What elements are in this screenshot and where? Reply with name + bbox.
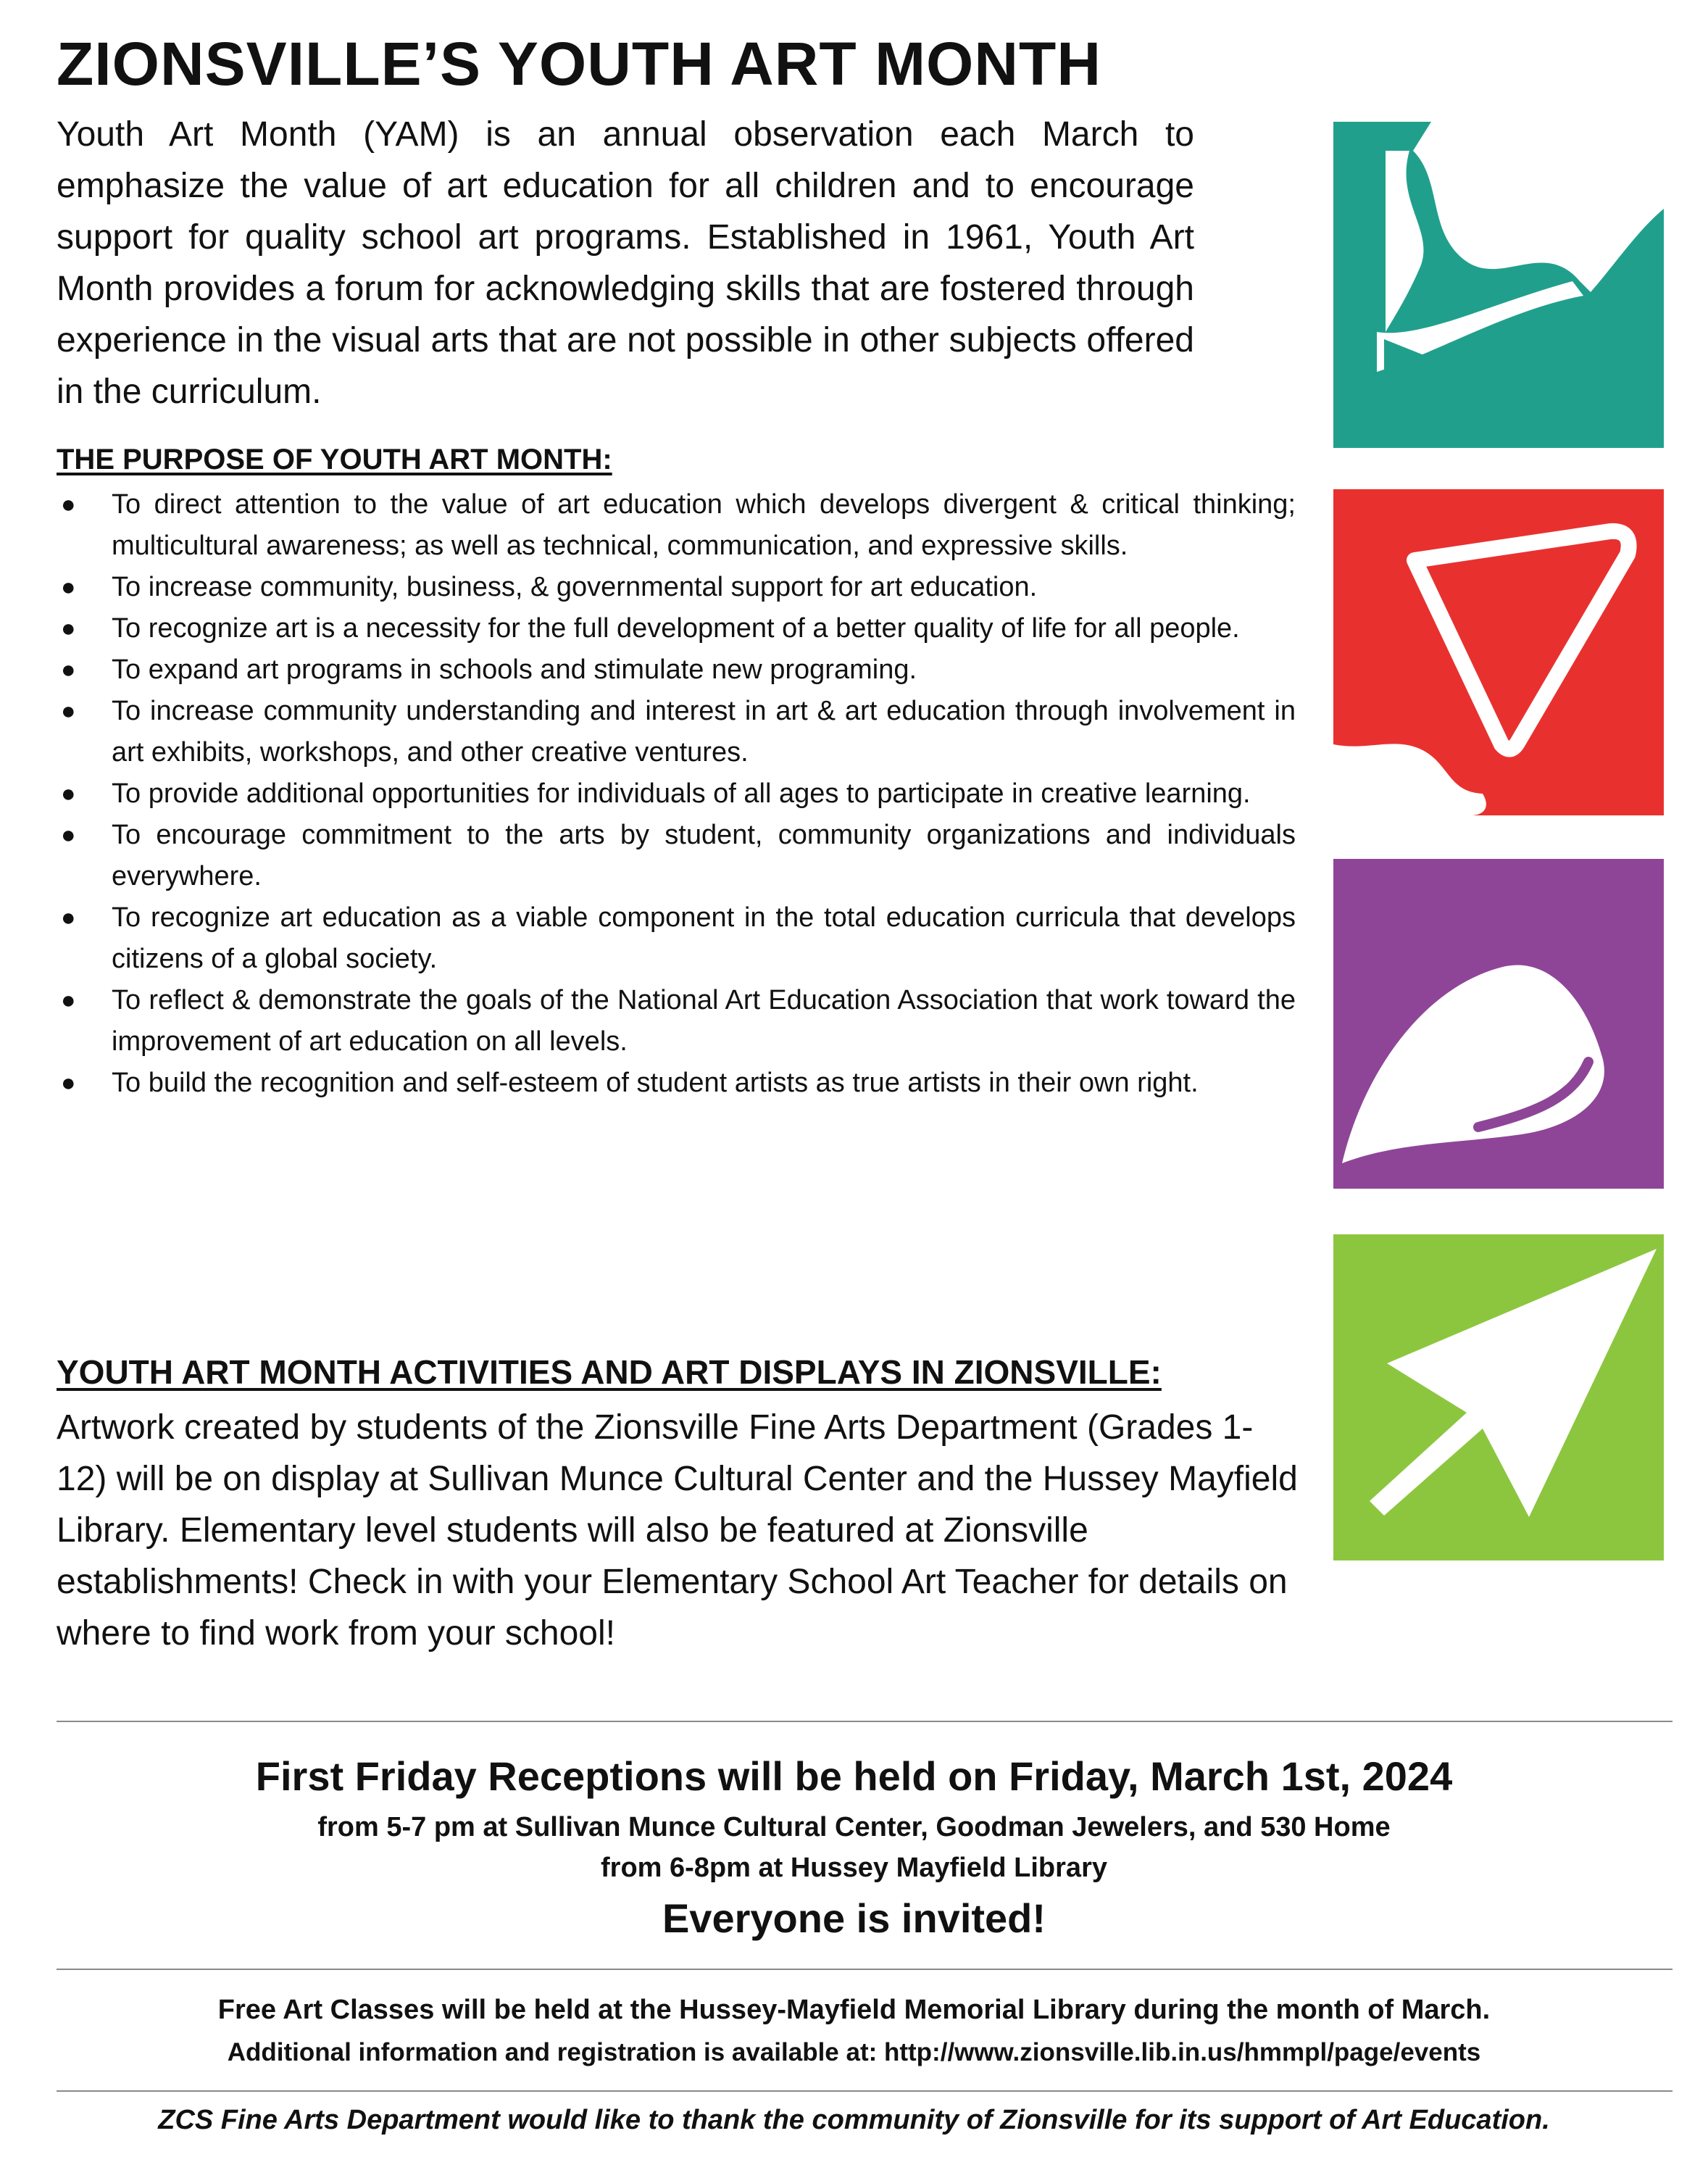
divider [57, 2090, 1672, 2092]
bullet-icon: ● [61, 656, 76, 683]
divider [57, 1969, 1672, 1970]
list-item-text: To expand art programs in schools and stimulate new programing. [112, 654, 917, 685]
teal-quill-icon [1333, 122, 1664, 448]
bullet-icon: ● [61, 780, 76, 807]
red-brush-icon [1333, 489, 1664, 815]
teal-shape [1333, 122, 1664, 448]
list-item [57, 773, 1296, 815]
list-item [57, 691, 1296, 773]
list-item-text: To recognize art education as a viable component in the total education curricula that develops citizens of a global society. [112, 902, 1296, 974]
list-item [57, 567, 1296, 608]
list-item [57, 649, 1296, 691]
divider [57, 1721, 1672, 1722]
list-item [57, 484, 1296, 567]
list-item-text: To build the recognition and self-esteem of student artists as true artists in their own right. [112, 1068, 1199, 1098]
list-item-text: To encourage commitment to the arts by student, community organizations and individuals everywhere. [112, 820, 1296, 892]
bullet-icon: ● [61, 1069, 76, 1097]
bullet-icon: ● [61, 697, 76, 725]
classes-registration-line: Additional information and registration is available at: http://www.zionsville.lib.in.us/hmmpl/page/events [227, 2038, 1481, 2066]
list-item-text: To direct attention to the value of art education which develops divergent & critical thinking; multicultural awareness; as well as technical, communication, and expressive skills. [112, 489, 1296, 561]
purpose-heading: THE PURPOSE OF YOUTH ART MONTH: [57, 444, 612, 475]
bullet-icon: ● [61, 904, 76, 931]
thanks-note: ZCS Fine Arts Department would like to thank the community of Zionsville for its support of Art Education. [158, 2105, 1550, 2135]
bullet-icon: ● [61, 491, 76, 518]
purple-leaf-icon [1333, 859, 1664, 1189]
everyone-invited: Everyone is invited! [662, 1895, 1046, 1941]
activities-heading: YOUTH ART MONTH ACTIVITIES AND ART DISPLAYS IN ZIONSVILLE: [57, 1353, 1162, 1391]
reception-title: First Friday Receptions will be held on Friday, March 1st, 2024 [255, 1753, 1453, 1799]
reception-line-2: from 6-8pm at Hussey Mayfield Library [601, 1853, 1107, 1883]
bullet-icon: ● [61, 821, 76, 849]
list-item-text: To increase community understanding and interest in art & art education through involvement in art exhibits, workshops, and other creative ventures. [112, 696, 1296, 768]
list-item-text: To recognize art is a necessity for the full development of a better quality of life for all people. [112, 613, 1240, 644]
reception-line-1: from 5-7 pm at Sullivan Munce Cultural Center, Goodman Jewelers, and 530 Home [317, 1812, 1391, 1842]
list-item-text: To increase community, business, & governmental support for art education. [112, 572, 1038, 602]
list-item [57, 608, 1296, 649]
list-item-text: To reflect & demonstrate the goals of the National Art Education Association that work toward the improvement of art education on all levels. [112, 985, 1296, 1057]
intro-paragraph: Youth Art Month (YAM) is an annual observation each March to emphasize the value of art education for all children and to encourage support for quality school art programs. Established in 1961, Youth Art Month provides a forum for acknowledging skills that are fostered through experience in the visual arts that are not possible in other subjects offered in the curriculum. [57, 115, 1194, 411]
bullet-icon: ● [61, 615, 76, 642]
activities-paragraph: Artwork created by students of the Zionsville Fine Arts Department (Grades 1-12) will be on display at Sullivan Munce Cultural Center and the Hussey Mayfield Library. Elementary level students will also be featured at Zionsville establishments! Check in with your Elementary School Art Teacher for details on where to find work from your school! [57, 1408, 1298, 1653]
green-arrow-icon [1333, 1234, 1664, 1560]
list-item [57, 897, 1296, 980]
list-item-text: To provide additional opportunities for individuals of all ages to participate in creative learning. [112, 778, 1251, 809]
list-item [57, 980, 1296, 1063]
purpose-list [57, 484, 1296, 1104]
list-item [57, 815, 1296, 897]
bullet-icon: ● [61, 573, 76, 601]
classes-line-1: Free Art Classes will be held at the Hussey-Mayfield Memorial Library during the month of March. [217, 1995, 1491, 2025]
page-title: ZIONSVILLE’S YOUTH ART MONTH [57, 30, 1102, 98]
list-item [57, 1063, 1296, 1104]
bullet-icon: ● [61, 986, 76, 1014]
